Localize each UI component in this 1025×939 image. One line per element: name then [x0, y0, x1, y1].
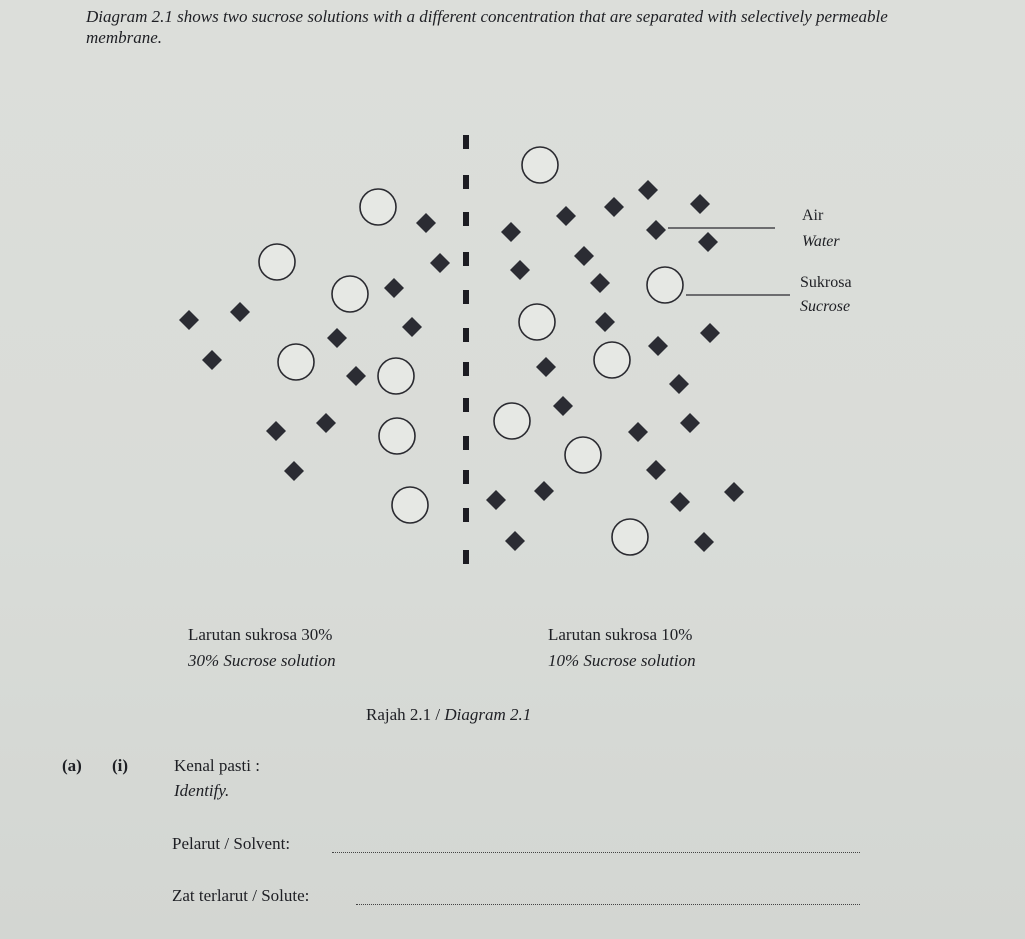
membrane-segment: [463, 362, 469, 376]
water-molecule: [595, 312, 615, 332]
legend-water-en: Water: [802, 233, 840, 250]
water-molecule: [202, 350, 222, 370]
solute-label: Zat terlarut / Solute:: [172, 886, 310, 905]
water-molecule: [486, 490, 506, 510]
sucrose-molecule: [565, 437, 601, 473]
osmosis-diagram: [160, 125, 900, 570]
water-molecule: [669, 374, 689, 394]
question-sub: [112, 756, 128, 776]
question-part: [62, 756, 82, 776]
water-molecule: [628, 422, 648, 442]
figure-title-en: Diagram 2.1: [444, 705, 532, 724]
intro-text: Diagram 2.1 shows two sucrose solutions with a different concentration that are separated with selectively permeable membrane.: [86, 7, 888, 47]
instruction-en: Identify.: [174, 781, 230, 800]
water-molecule: [510, 260, 530, 280]
sucrose-molecule: [392, 487, 428, 523]
membrane-segment: [463, 398, 469, 412]
solute-answer-line[interactable]: [356, 904, 860, 905]
water-molecule: [680, 413, 700, 433]
left-solution-ms: Larutan sukrosa 30%: [188, 625, 333, 644]
sucrose-molecule: [332, 276, 368, 312]
sucrose-molecule: [519, 304, 555, 340]
water-molecule: [501, 222, 521, 242]
solvent-label: Pelarut / Solvent:: [172, 834, 291, 853]
sucrose-molecule: [647, 267, 683, 303]
right-solution-ms: Larutan sukrosa 10%: [548, 625, 693, 644]
water-molecule: [646, 220, 666, 240]
sucrose-molecule: [522, 147, 558, 183]
membrane-segment: [463, 212, 469, 226]
sucrose-molecule: [379, 418, 415, 454]
membrane-segment: [463, 470, 469, 484]
sucrose-molecule: [259, 244, 295, 280]
water-molecule: [690, 194, 710, 214]
solvent-answer-line[interactable]: [332, 852, 860, 853]
legend-sucrose-ms: Sukrosa: [800, 274, 852, 291]
water-molecule: [670, 492, 690, 512]
water-molecule: [505, 531, 525, 551]
water-molecule: [648, 336, 668, 356]
instruction-ms: Kenal pasti :: [174, 756, 260, 775]
membrane-segment: [463, 550, 469, 564]
water-molecule: [327, 328, 347, 348]
water-molecule: [430, 253, 450, 273]
legend-sucrose-en: Sucrose: [800, 298, 851, 315]
sucrose-molecule: [360, 189, 396, 225]
water-molecule: [556, 206, 576, 226]
question-part-label: (a): [62, 756, 82, 775]
legend-water-ms: Air: [802, 207, 824, 224]
water-molecule: [536, 357, 556, 377]
membrane-segment: [463, 135, 469, 149]
water-molecule: [402, 317, 422, 337]
left-solution-en: 30% Sucrose solution: [188, 651, 336, 670]
question-sub-label: (i): [112, 756, 129, 775]
water-molecule: [179, 310, 199, 330]
water-molecule: [646, 460, 666, 480]
diagram-svg: [160, 125, 900, 570]
sucrose-molecule: [594, 342, 630, 378]
figure-title: [366, 705, 531, 725]
sucrose-molecule: [378, 358, 414, 394]
water-molecule: [574, 246, 594, 266]
water-molecule: [638, 180, 658, 200]
water-molecule: [534, 481, 554, 501]
water-molecule: [698, 232, 718, 252]
water-molecule: [384, 278, 404, 298]
water-molecule: [553, 396, 573, 416]
sucrose-molecule: [612, 519, 648, 555]
water-molecule: [724, 482, 744, 502]
right-solution-en: 10% Sucrose solution: [548, 651, 696, 670]
water-molecule: [700, 323, 720, 343]
water-molecule: [284, 461, 304, 481]
membrane-segment: [463, 508, 469, 522]
water-molecule: [230, 302, 250, 322]
membrane-segment: [463, 328, 469, 342]
water-molecule: [346, 366, 366, 386]
water-molecule: [604, 197, 624, 217]
figure-title-ms: Rajah 2.1 /: [366, 705, 441, 724]
water-molecule: [694, 532, 714, 552]
water-molecule: [416, 213, 436, 233]
membrane-segment: [463, 175, 469, 189]
sucrose-molecule: [278, 344, 314, 380]
water-molecule: [316, 413, 336, 433]
membrane-segment: [463, 290, 469, 304]
water-molecule: [590, 273, 610, 293]
membrane-segment: [463, 436, 469, 450]
sucrose-molecule: [494, 403, 530, 439]
water-molecule: [266, 421, 286, 441]
membrane-segment: [463, 252, 469, 266]
